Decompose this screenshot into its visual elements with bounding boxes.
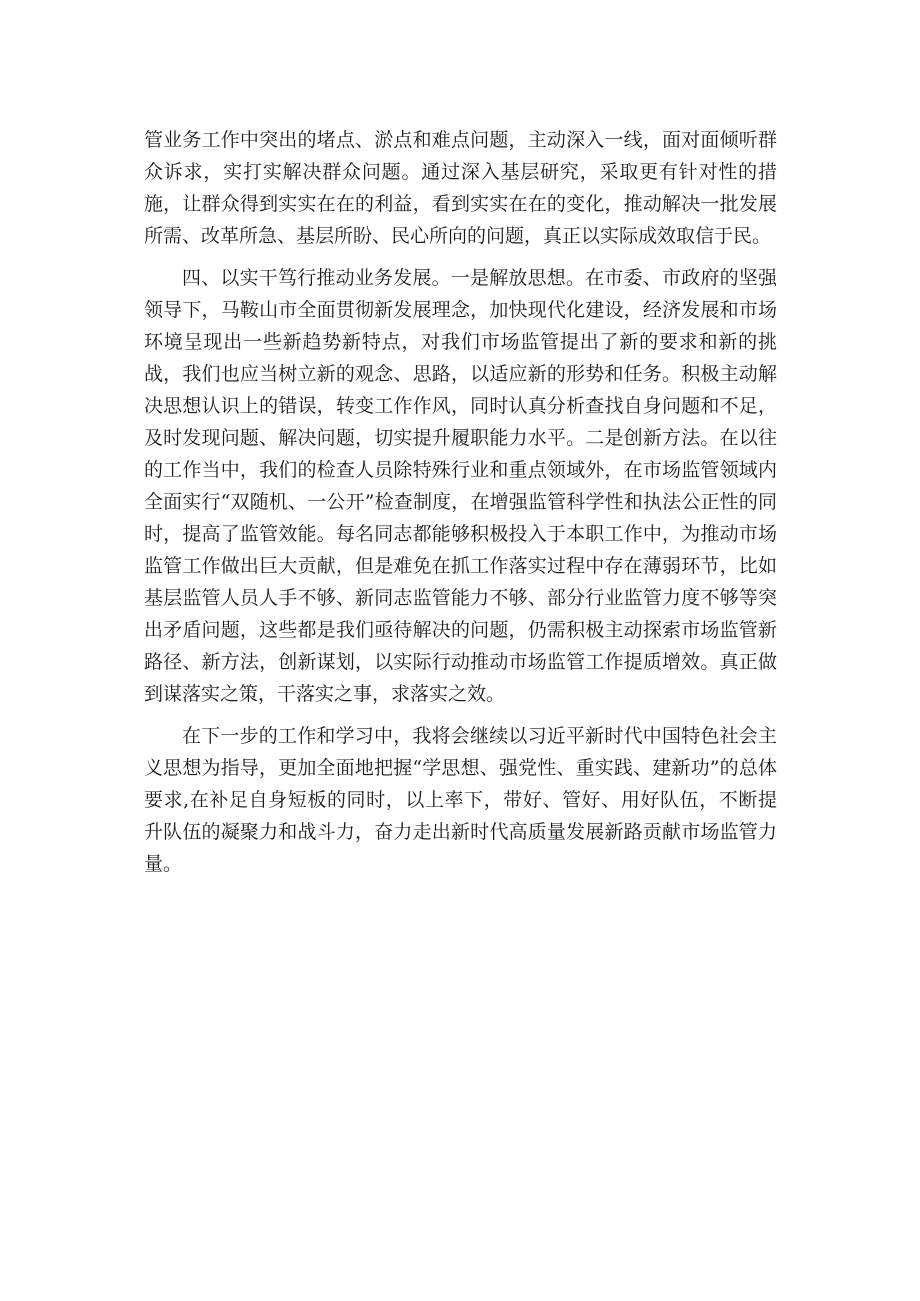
paragraph-continuation: 管业务工作中突出的堵点、淤点和难点问题，主动深入一线，面对面倾听群众诉求，实打实解决群众问题。通过深入基层研究，采取更有针对性的措施，让群众得到实实在在的利益，看到实实在在的变化，推动解决一批发展所需、改革所急、基层所盼、民心所向的问题，真正以实际成效取信于民。	[144, 129, 777, 247]
document-body	[144, 124, 777, 890]
paragraph-section-four: 四、以实干笃行推动业务发展。一是解放思想。在市委、市政府的坚强领导下，马鞍山市全面贯彻新发展理念，加快现代化建设，经济发展和市场环境呈现出一些新趋势新特点，对我们市场监管提出了新的要求和新的挑战，我们也应当树立新的观念、思路，以适应新的形势和任务。积极主动解决思想认识上的错误，转变工作作风，同时认真分析查找自身问题和不足，及时发现问题、解决问题，切实提升履职能力水平。二是创新方法。在以往的工作当中，我们的检查人员除特殊行业和重点领域外，在市场监管领域内全面实行“双随机、一公开”检查制度，在增强监管科学性和执法公正性的同时，提高了监管效能。每名同志都能够积极投入于本职工作中，为推动市场监管工作做出巨大贡献，但是难免在抓工作落实过程中存在薄弱环节，比如基层监管人员人手不够、新同志监管能力不够、部分行业监管力度不够等突出矛盾问题，这些都是我们亟待解决的问题，仍需积极主动探索市场监管新路径、新方法，创新谋划，以实际行动推动市场监管工作提质增效。真正做到谋落实之策，干落实之事，求落实之效。	[144, 267, 777, 705]
paragraph-conclusion: 在下一步的工作和学习中，我将会继续以习近平新时代中国特色社会主义思想为指导，更加全面地把握“学思想、强党性、重实践、建新功”的总体要求,在补足自身短板的同时，以上率下，带好、管好、用好队伍，不断提升队伍的凝聚力和战斗力，奋力走出新时代高质量发展新路贡献市场监管力量。	[144, 725, 777, 875]
